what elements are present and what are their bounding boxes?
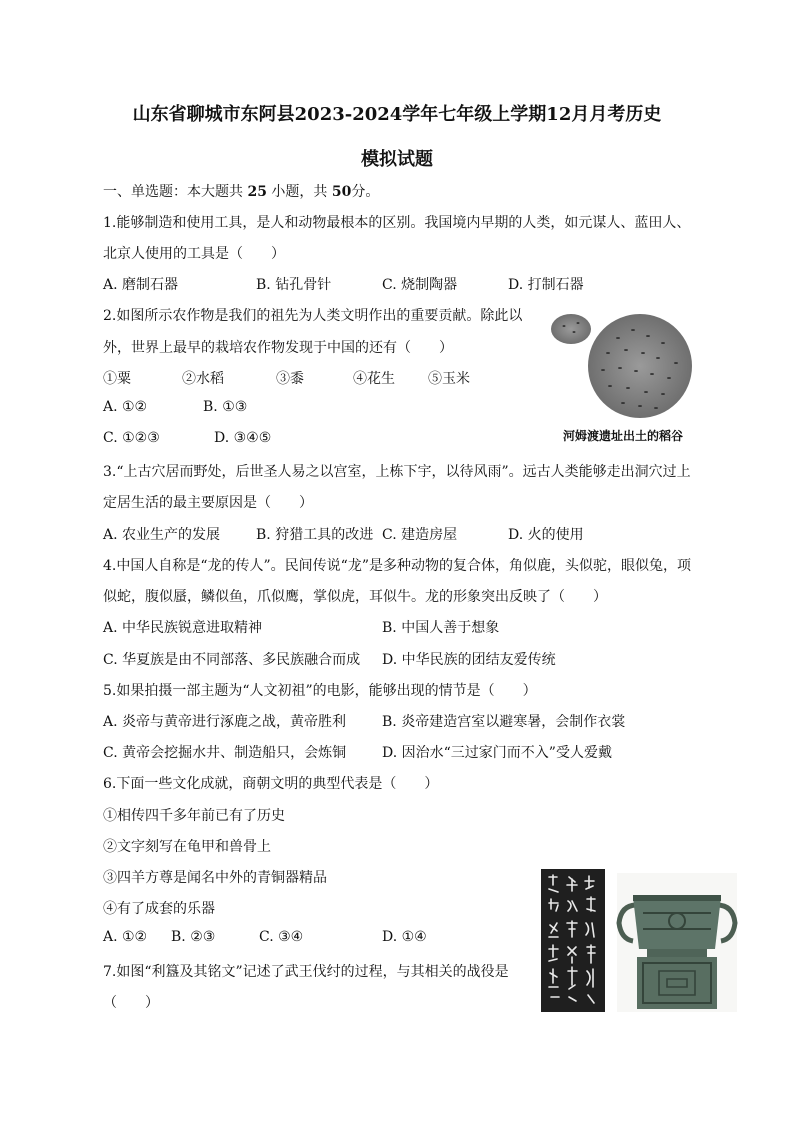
q1-stem-line2: 北京人使用的工具是（ ） <box>103 246 285 262</box>
q3-option-a[interactable]: A. 农业生产的发展 <box>103 527 221 543</box>
small-rice-cluster <box>551 314 591 344</box>
q2-stem-line1: 2.如图所示农作物是我们的祖先为人类文明作出的重要贡献。除此以 <box>103 308 523 324</box>
q5-stem-line1: 5.如果拍摄一部主题为“人文初祖”的电影，能够出现的情节是（ ） <box>103 683 537 699</box>
q6-item-4: ④有了成套的乐器 <box>103 901 215 917</box>
inscription-rubbing <box>541 869 605 1012</box>
q2-item-2: ②水稻 <box>182 371 224 387</box>
q3-stem-line2: 定居生活的最主要原因是（ ） <box>103 495 313 511</box>
total-score: 50 <box>331 184 352 200</box>
q3-option-b[interactable]: B. 狩猎工具的改进 <box>256 527 374 543</box>
rice-image-caption: 河姆渡遗址出土的稻谷 <box>563 429 684 443</box>
q2-option-b[interactable]: B. ①③ <box>203 399 248 415</box>
q2-item-1: ①粟 <box>103 371 131 387</box>
q3-option-d[interactable]: D. 火的使用 <box>508 527 584 543</box>
q2-option-d[interactable]: D. ③④⑤ <box>214 430 272 446</box>
q6-option-a[interactable]: A. ①② <box>103 929 148 945</box>
q1-option-d[interactable]: D. 打制石器 <box>508 277 584 293</box>
section-header-post: 分。 <box>351 184 380 200</box>
q7-stem-line1: 7.如图“利簋及其铭文”记述了武王伐纣的过程，与其相关的战役是 <box>103 964 509 980</box>
q4-option-d[interactable]: D. 中华民族的团结友爱传统 <box>382 652 556 668</box>
q4-stem-line1: 4.中国人自称是“龙的传人”。民间传说“龙”是多种动物的复合体，角似鹿，头似驼，眼似兔，项 <box>103 558 691 574</box>
q6-stem-line1: 6.下面一些文化成就，商朝文明的典型代表是（ ） <box>103 776 439 792</box>
q2-item-4: ④花生 <box>353 371 395 387</box>
q2-option-a[interactable]: A. ①② <box>103 399 148 415</box>
q5-option-a[interactable]: A. 炎帝与黄帝进行涿鹿之战，黄帝胜利 <box>103 714 347 730</box>
q6-item-3: ③四羊方尊是闻名中外的青铜器精品 <box>103 870 327 886</box>
q6-option-c[interactable]: C. ③④ <box>259 929 304 945</box>
q2-item-3: ③黍 <box>276 371 304 387</box>
q1-option-a[interactable]: A. 磨制石器 <box>103 277 179 293</box>
q1-option-c[interactable]: C. 烧制陶器 <box>382 277 458 293</box>
q2-option-c[interactable]: C. ①②③ <box>103 430 160 446</box>
q6-item-1: ①相传四千多年前已有了历史 <box>103 808 285 824</box>
q6-option-b[interactable]: B. ②③ <box>171 929 216 945</box>
q6-option-d[interactable]: D. ①④ <box>382 929 427 945</box>
q3-stem-line1: 3.“上古穴居而野处，后世圣人易之以宫室，上栋下宇，以待风雨”。远古人类能够走出洞穴过上 <box>103 464 691 480</box>
q4-option-b[interactable]: B. 中国人善于想象 <box>382 620 500 636</box>
q3-option-c[interactable]: C. 建造房屋 <box>382 527 458 543</box>
q4-option-a[interactable]: A. 中华民族锐意进取精神 <box>103 620 263 636</box>
bronze-gui-vessel <box>617 873 737 1012</box>
page-title: 山东省聊城市东阿县2023-2024学年七年级上学期12月月考历史 <box>132 104 662 125</box>
q4-stem-line2: 似蛇，腹似蜃，鳞似鱼，爪似鹰，掌似虎，耳似牛。龙的形象突出反映了（ ） <box>103 589 607 605</box>
q6-item-2: ②文字刻写在龟甲和兽骨上 <box>103 839 271 855</box>
q4-option-c[interactable]: C. 华夏族是由不同部落、多民族融合而成 <box>103 652 361 668</box>
q1-option-b[interactable]: B. 钻孔骨针 <box>256 277 332 293</box>
q1-stem-line1: 1.能够制造和使用工具，是人和动物最根本的区别。我国境内早期的人类，如元谋人、蓝田人、 <box>103 215 691 231</box>
section-header-pre: 一、单选题：本大题共 <box>103 184 248 200</box>
q2-item-5: ⑤玉米 <box>428 371 470 387</box>
large-rice-cluster <box>588 314 692 418</box>
q7-stem-line2: （ ） <box>103 995 159 1011</box>
section-header-mid: 小题，共 <box>266 184 332 200</box>
q5-option-b[interactable]: B. 炎帝建造宫室以避寒暑，会制作衣裳 <box>382 714 626 730</box>
q5-option-c[interactable]: C. 黄帝会挖掘水井、制造船只，会炼铜 <box>103 745 347 761</box>
li-gui-and-inscription-image <box>539 867 739 1014</box>
q2-stem-line2: 外，世界上最早的栽培农作物发现于中国的还有（ ） <box>103 340 453 356</box>
q5-option-d[interactable]: D. 因治水“三过家门而不入”受人爱戴 <box>382 745 612 761</box>
rice-grains-image <box>548 308 698 426</box>
section-header <box>103 181 379 201</box>
question-count: 25 <box>247 184 267 200</box>
page-subtitle: 模拟试题 <box>361 149 433 170</box>
